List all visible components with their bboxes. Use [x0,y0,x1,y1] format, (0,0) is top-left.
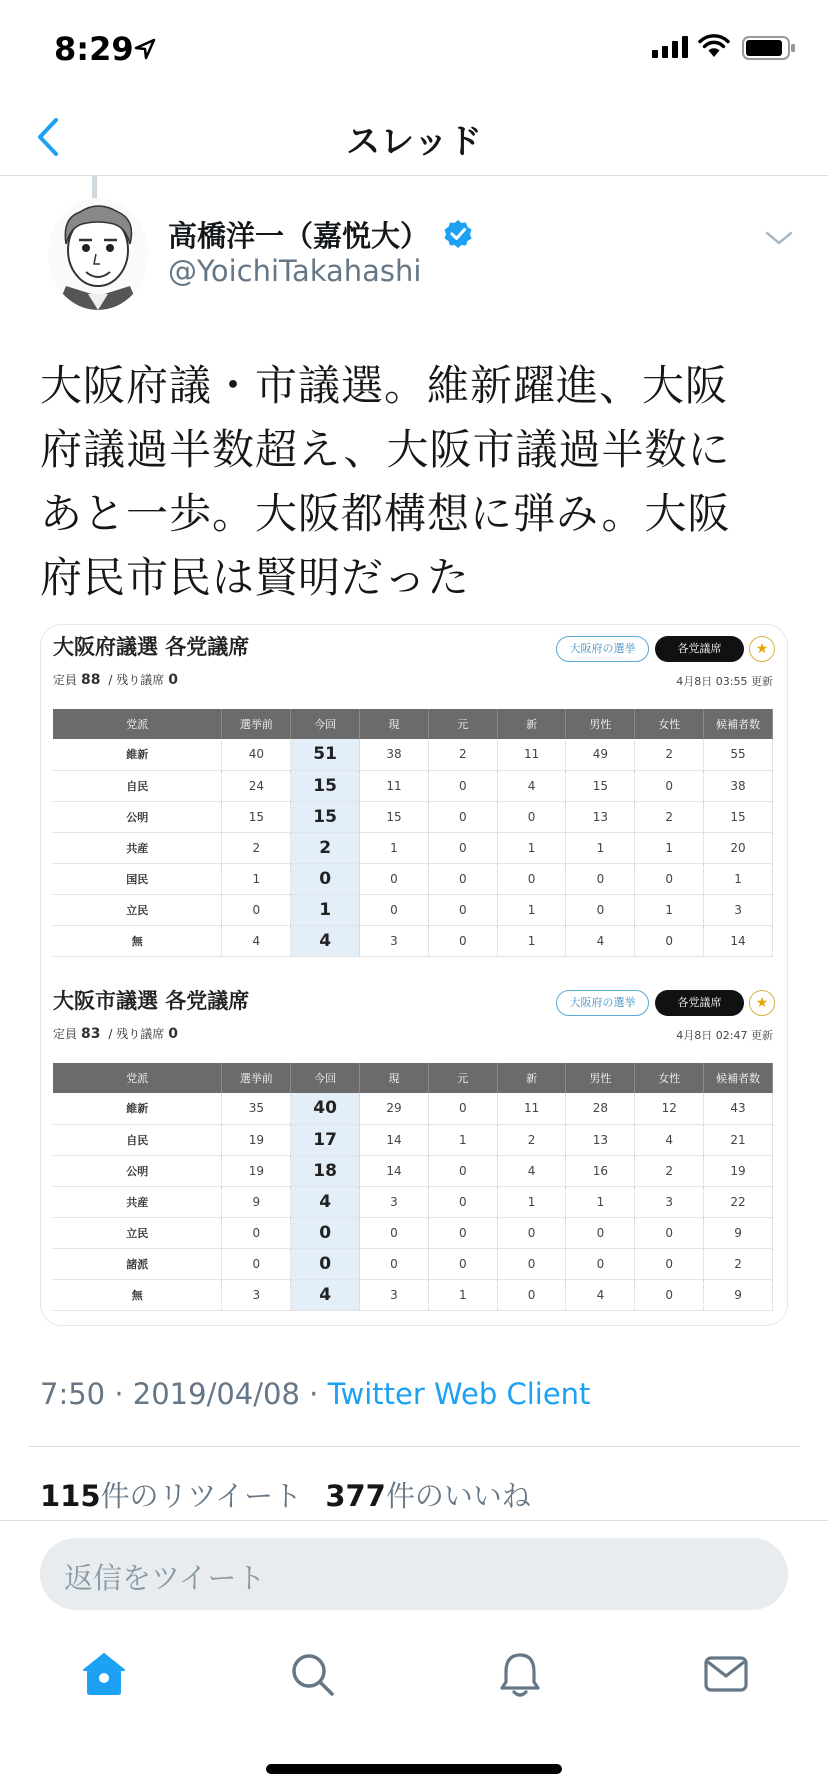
table-cell: 15 [566,770,635,801]
column-header: 現 [360,709,429,739]
column-header: 今回 [291,709,360,739]
party-name: 無 [53,925,222,956]
tweet-time: 7:50 [40,1377,106,1411]
home-indicator [266,1764,562,1774]
seats-won-cell: 4 [291,1186,360,1217]
column-header: 現 [360,1063,429,1093]
wifi-icon [698,34,730,58]
table-cell: 0 [222,1248,291,1279]
table-cell: 3 [360,1186,429,1217]
party-name: 公明 [53,1155,222,1186]
table-cell: 0 [566,894,635,925]
table-cell: 0 [428,1093,497,1124]
table-header-row [53,1063,773,1093]
seat-count-label: 定員 [53,1027,78,1041]
table-cell: 4 [566,1279,635,1310]
tweet-text-line: 府民市民は賢明だった [40,553,471,602]
party-name: 立民 [53,1217,222,1248]
table-row [53,832,773,863]
table-cell: 0 [360,894,429,925]
column-header: 選挙前 [222,709,291,739]
star-icon: ★ [749,990,775,1016]
seats-won-cell: 51 [291,739,360,770]
table-cell: 3 [635,1186,704,1217]
table-row [53,1155,773,1186]
party-name: 公明 [53,801,222,832]
table-row [53,1124,773,1155]
table-cell: 0 [566,1217,635,1248]
table-cell: 0 [566,863,635,894]
table-cell: 0 [428,1248,497,1279]
table-cell: 2 [428,739,497,770]
tweet-text-line: 府議過半数超え、大阪市議過半数に [40,425,731,474]
table-cell: 0 [635,863,704,894]
table-cell: 0 [635,925,704,956]
table-cell: 0 [360,863,429,894]
table-cell: 43 [704,1093,773,1124]
table-cell: 16 [566,1155,635,1186]
tweet-text-line: あと一歩。大阪都構想に弾み。大阪 [40,489,731,538]
table-cell: 0 [428,863,497,894]
seats-pill: 各党議席 [655,990,744,1016]
tweet-text [40,354,792,610]
table-cell: 0 [360,1248,429,1279]
table-cell: 1 [222,863,291,894]
updated-time: 4月8日 02:47 更新 [676,1029,773,1042]
table-cell: 4 [222,925,291,956]
table-header-row [53,709,773,739]
column-header: 新 [497,709,566,739]
remaining-seats: 0 [168,1026,178,1042]
table-cell: 15 [222,801,291,832]
table-cell: 11 [360,770,429,801]
nav-title: スレッド [346,122,482,162]
seats-won-cell: 0 [291,1248,360,1279]
star-icon: ★ [749,636,775,662]
prefecture-seat-info [53,671,182,688]
table-cell: 28 [566,1093,635,1124]
party-name: 諸派 [53,1248,222,1279]
column-header: 候補者数 [704,1063,773,1093]
table-cell: 0 [497,801,566,832]
table-cell: 13 [566,1124,635,1155]
table-cell: 19 [222,1155,291,1186]
likes-label: 件のいいね [385,1479,531,1513]
table-cell: 0 [497,1248,566,1279]
table-cell: 0 [428,1217,497,1248]
table-cell: 55 [704,739,773,770]
table-cell: 9 [704,1217,773,1248]
column-header: 男性 [566,709,635,739]
likes-stat[interactable] [325,1479,531,1513]
tweet-stats [40,1474,531,1515]
table-row [53,894,773,925]
column-header: 男性 [566,1063,635,1093]
tweet-date: 2019/04/08 [132,1377,300,1411]
remaining-seats-label: 残り議席 [116,1027,165,1041]
table-cell: 14 [360,1124,429,1155]
party-name: 共産 [53,1186,222,1217]
table-cell: 38 [704,770,773,801]
remaining-seats: 0 [168,672,178,688]
remaining-seats-label: 残り議席 [116,673,165,687]
meta-separator: / [108,673,113,687]
seats-won-cell: 4 [291,925,360,956]
location-arrow-icon [134,38,156,60]
column-header: 党派 [53,709,222,739]
nav-bar [0,100,828,176]
seats-won-cell: 0 [291,863,360,894]
column-header: 今回 [291,1063,360,1093]
table-cell: 3 [222,1279,291,1310]
table-row [53,801,773,832]
avatar[interactable] [48,198,148,310]
table-row [53,739,773,770]
table-cell: 1 [635,832,704,863]
election-pill: 大阪府の選挙 [556,636,649,662]
city-results-title: 大阪市議選 各党議席 [53,989,250,1013]
table-cell: 21 [704,1124,773,1155]
table-cell: 4 [497,1155,566,1186]
table-cell: 1 [635,894,704,925]
table-cell: 0 [428,801,497,832]
seats-won-cell: 17 [291,1124,360,1155]
seats-won-cell: 15 [291,770,360,801]
table-cell: 11 [497,739,566,770]
table-cell: 14 [704,925,773,956]
display-name[interactable]: 高橋洋一（嘉悦大） [168,219,430,253]
table-cell: 0 [428,832,497,863]
prefecture-seat-table [53,709,773,957]
table-cell: 1 [566,832,635,863]
table-cell: 0 [428,1155,497,1186]
column-header: 新 [497,1063,566,1093]
reply-input[interactable] [40,1538,788,1610]
table-cell: 0 [360,1217,429,1248]
table-cell: 29 [360,1093,429,1124]
table-cell: 1 [428,1279,497,1310]
retweets-stat[interactable] [40,1479,302,1513]
likes-count: 377 [325,1479,386,1513]
table-cell: 4 [497,770,566,801]
signal-icon [652,36,688,58]
seats-won-cell: 2 [291,832,360,863]
seat-count: 83 [81,1026,101,1042]
updated-time: 4月8日 03:55 更新 [676,675,773,688]
seats-won-cell: 0 [291,1217,360,1248]
thread-line [92,176,97,198]
table-cell: 2 [635,801,704,832]
tweet-timestamp: 7:50 · 2019/04/08 · Twitter Web Client [40,1377,591,1411]
column-header: 女性 [635,1063,704,1093]
table-cell: 9 [222,1186,291,1217]
party-name: 維新 [53,739,222,770]
table-cell: 1 [497,894,566,925]
user-handle[interactable]: @YoichiTakahashi [168,254,422,288]
table-cell: 0 [497,1279,566,1310]
party-name: 立民 [53,894,222,925]
table-cell: 13 [566,801,635,832]
table-row [53,770,773,801]
seats-won-cell: 40 [291,1093,360,1124]
home-icon[interactable] [80,1650,128,1698]
city-seat-info [53,1025,182,1042]
retweets-count: 115 [40,1479,101,1513]
table-cell: 40 [222,739,291,770]
table-cell: 2 [222,832,291,863]
table-cell: 14 [360,1155,429,1186]
table-cell: 49 [566,739,635,770]
table-cell: 0 [635,770,704,801]
prefecture-results-title: 大阪府議選 各党議席 [53,635,250,659]
table-cell: 19 [222,1124,291,1155]
retweets-label: 件のリツイート [100,1479,303,1513]
table-cell: 2 [704,1248,773,1279]
reply-placeholder: 返信をツイート [64,1561,266,1595]
table-cell: 2 [497,1124,566,1155]
table-cell: 0 [222,894,291,925]
party-name: 共産 [53,832,222,863]
table-row [53,1217,773,1248]
party-name: 維新 [53,1093,222,1124]
table-cell: 35 [222,1093,291,1124]
tweet-source-link[interactable]: Twitter Web Client [327,1377,591,1411]
table-cell: 0 [635,1248,704,1279]
table-cell: 0 [497,863,566,894]
seats-won-cell: 18 [291,1155,360,1186]
table-row [53,1093,773,1124]
seats-pill: 各党議席 [655,636,744,662]
status-bar [0,0,828,100]
divider [28,1446,800,1447]
table-cell: 2 [635,739,704,770]
column-header: 候補者数 [704,709,773,739]
table-cell: 0 [566,1248,635,1279]
table-cell: 1 [566,1186,635,1217]
table-cell: 1 [497,832,566,863]
seats-won-cell: 1 [291,894,360,925]
table-cell: 0 [497,1217,566,1248]
table-row [53,1186,773,1217]
table-cell: 11 [497,1093,566,1124]
table-cell: 20 [704,832,773,863]
status-time: 8:29 [54,30,134,68]
table-cell: 0 [635,1279,704,1310]
table-cell: 0 [428,894,497,925]
notifications-icon[interactable] [496,1650,544,1698]
city-seat-table [53,1063,773,1311]
column-header: 女性 [635,709,704,739]
party-name: 自民 [53,1124,222,1155]
tweet-text-line: 大阪府議・市議選。維新躍進、大阪 [40,361,729,410]
table-cell: 3 [360,925,429,956]
table-cell: 1 [704,863,773,894]
messages-icon[interactable] [702,1650,750,1698]
table-cell: 1 [497,925,566,956]
table-cell: 0 [635,1217,704,1248]
table-cell: 1 [428,1124,497,1155]
tweet-media-image[interactable] [40,624,788,1326]
table-row [53,1248,773,1279]
party-name: 自民 [53,770,222,801]
table-cell: 0 [428,770,497,801]
table-cell: 1 [360,832,429,863]
table-cell: 0 [222,1217,291,1248]
election-pill: 大阪府の選挙 [556,990,649,1016]
column-header: 選挙前 [222,1063,291,1093]
table-cell: 4 [635,1124,704,1155]
seats-won-cell: 4 [291,1279,360,1310]
table-cell: 4 [566,925,635,956]
battery-icon [742,36,796,60]
table-cell: 12 [635,1093,704,1124]
table-cell: 1 [497,1186,566,1217]
chevron-down-icon[interactable] [764,228,794,248]
party-name: 無 [53,1279,222,1310]
table-cell: 3 [704,894,773,925]
verified-badge-icon [443,219,473,249]
table-cell: 2 [635,1155,704,1186]
divider [0,1520,828,1521]
seat-count: 88 [81,672,101,688]
seat-count-label: 定員 [53,673,78,687]
party-name: 国民 [53,863,222,894]
meta-separator: / [108,1027,113,1041]
table-cell: 24 [222,770,291,801]
table-cell: 15 [360,801,429,832]
tab-bar [0,1636,828,1736]
seats-won-cell: 15 [291,801,360,832]
table-cell: 3 [360,1279,429,1310]
table-cell: 9 [704,1279,773,1310]
table-row [53,925,773,956]
column-header: 元 [428,709,497,739]
table-cell: 0 [428,925,497,956]
table-cell: 38 [360,739,429,770]
table-cell: 0 [428,1186,497,1217]
column-header: 元 [428,1063,497,1093]
table-row [53,863,773,894]
column-header: 党派 [53,1063,222,1093]
table-cell: 22 [704,1186,773,1217]
search-icon[interactable] [288,1650,336,1698]
table-cell: 15 [704,801,773,832]
table-cell: 19 [704,1155,773,1186]
table-row [53,1279,773,1310]
